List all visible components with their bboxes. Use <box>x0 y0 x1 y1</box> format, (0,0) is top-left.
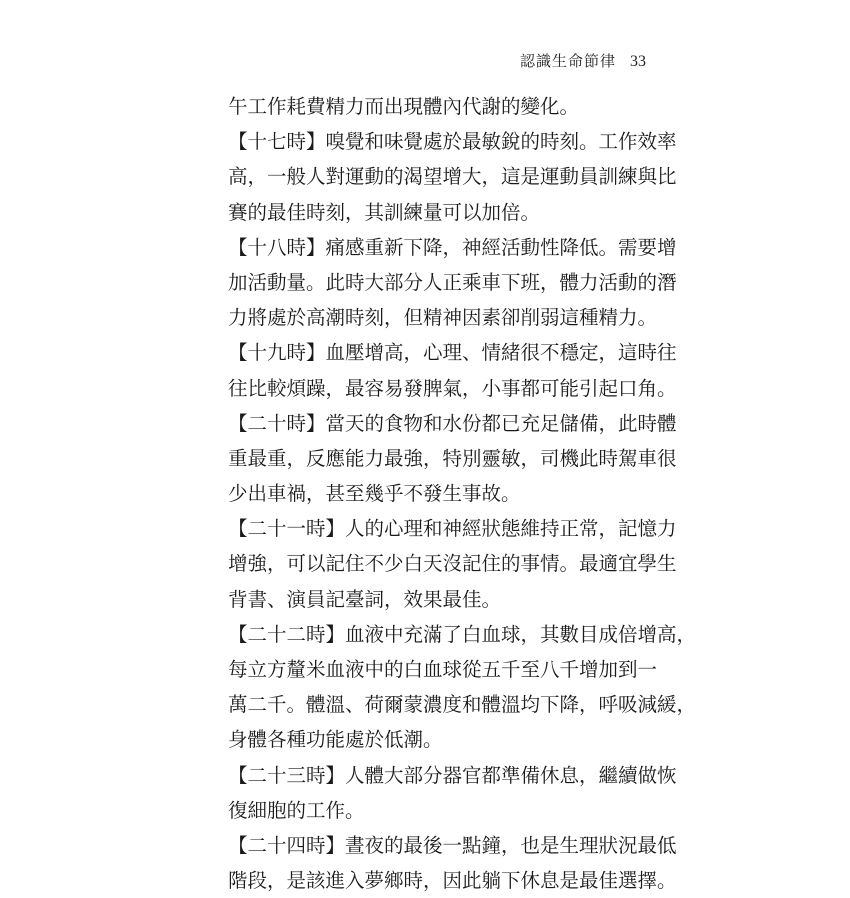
text-line: 少出車禍，甚至幾乎不發生事故。 <box>228 482 521 506</box>
text-line: 【十九時】血壓增高，心理、情緒很不穩定，這時往 <box>228 341 677 365</box>
text-line: 賽的最佳時刻，其訓練量可以加倍。 <box>228 200 541 224</box>
text-line: 力將處於高潮時刻，但精神因素卻削弱這種精力。 <box>228 306 658 330</box>
text-line: 每立方釐米血液中的白血球從五千至八千增加到一 <box>228 658 658 681</box>
text-line: 【十八時】痛感重新下降，神經活動性降低。需要增 <box>228 235 677 259</box>
text-line: 【十七時】嗅覺和味覺處於最敏銳的時刻。工作效率 <box>228 130 677 154</box>
page-number: 33 <box>630 53 646 70</box>
chapter-title: 認識生命節律 <box>519 52 616 70</box>
text-line: 午工作耗費精力而出現體內代謝的變化。 <box>228 95 580 118</box>
text-line: 【二十四時】晝夜的最後一點鐘，也是生理狀況最低 <box>228 833 677 857</box>
text-line: 增強，可以記住不少白天沒記住的事情。最適宜學生 <box>228 552 677 576</box>
text-line: 階段，是該進入夢鄉時，因此躺下休息是最佳選擇。 <box>228 869 677 893</box>
text-line: 【二十時】當天的食物和水份都已充足儲備，此時體 <box>228 411 677 435</box>
text-line: 身體各種功能處於低潮。 <box>228 728 443 752</box>
text-line: 萬二千。體溫、荷爾蒙濃度和體溫均下降，呼吸減緩， <box>228 693 697 717</box>
text-line: 往比較煩躁，最容易發脾氣，小事都可能引起口角。 <box>228 376 677 400</box>
text-line: 背書、演員記臺詞，效果最佳。 <box>228 587 502 611</box>
running-header <box>500 50 646 72</box>
text-line: 高，一般人對運動的渴望增大，這是運動員訓練與比 <box>228 165 677 189</box>
text-line: 【二十三時】人體大部分器官都準備休息，繼續做恢 <box>228 763 677 787</box>
body-text <box>228 89 697 898</box>
text-line: 重最重，反應能力最強，特別靈敏，司機此時駕車很 <box>228 446 677 470</box>
text-line: 復細胞的工作。 <box>228 798 365 822</box>
text-line: 【二十一時】人的心理和神經狀態維持正常，記憶力 <box>228 517 677 541</box>
text-line: 【二十二時】血液中充滿了白血球，其數目成倍增高， <box>228 622 697 646</box>
text-line: 加活動量。此時大部分人正乘車下班，體力活動的潛 <box>228 270 677 294</box>
